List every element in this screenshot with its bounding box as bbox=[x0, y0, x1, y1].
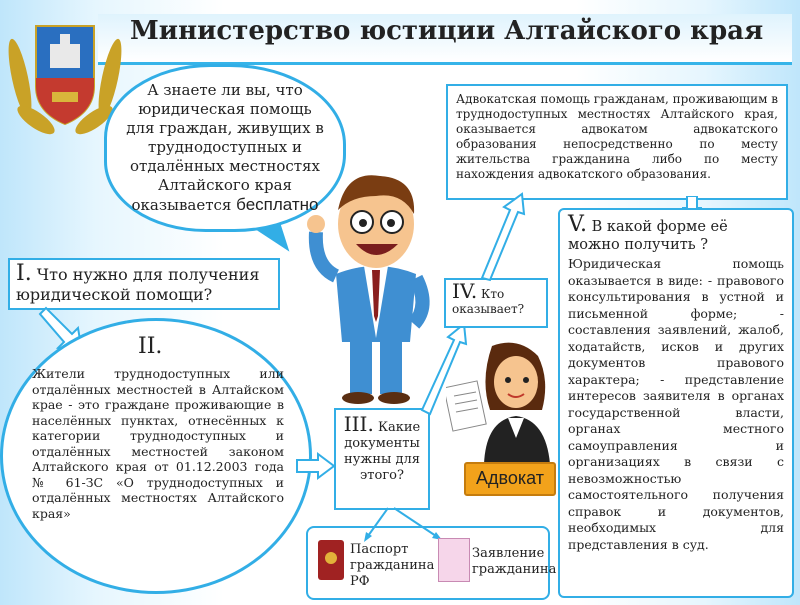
statement-label: Заявление гражданина bbox=[472, 546, 557, 577]
section-4-text: Кто оказывает? bbox=[452, 287, 525, 316]
bubble-line: юридическая помощь bbox=[138, 100, 312, 118]
section-5-text: Юридическая помощь оказывается в виде: - правового консультирования в устной и письменной форме; - составления заявлений, жалоб, ходатайств, исков и других документов правового характера; - представление интересов заявителя в органах государственной власти, органах местного самоуправления и организациях в связи с невозможностью самостоятельного получения справок и документов, необходимых для представления в суд. bbox=[568, 256, 784, 552]
cartoon-man-illustration bbox=[306, 166, 446, 406]
section-3-box bbox=[334, 408, 430, 510]
section-5-number: V. bbox=[568, 212, 588, 237]
bubble-line: Алтайского края bbox=[158, 176, 292, 194]
page-title: Министерство юстиции Алтайского края bbox=[130, 16, 764, 46]
free-word: бесплатно bbox=[236, 195, 319, 214]
section-5-box bbox=[558, 208, 794, 598]
right-arrow-icon bbox=[296, 452, 336, 480]
section-2-number: II. bbox=[138, 334, 163, 359]
bubble-line: отдалённых местностях bbox=[130, 157, 320, 175]
bubble-line: труднодоступных и bbox=[148, 138, 302, 156]
section-4-box bbox=[444, 278, 548, 328]
section-4-number: IV. bbox=[452, 279, 478, 303]
passport-label: Паспорт гражданина РФ bbox=[350, 542, 435, 589]
lawyer-help-info-box: Адвокатская помощь гражданам, проживающим в труднодоступных местностях Алтайского края, оказывается адвокатом адвокатского образования непосредственно по месту жительства гражданина либо по месту нахождения адвокатского образования. bbox=[446, 84, 788, 200]
up-arrow-icon bbox=[478, 192, 528, 282]
passport-icon bbox=[318, 540, 344, 580]
bubble-line: А знаете ли вы, что bbox=[147, 81, 303, 99]
female-lawyer-illustration bbox=[446, 340, 556, 464]
section-1-text: Что нужно для получения юридической помощи? bbox=[16, 265, 260, 304]
section-1-number: I. bbox=[16, 261, 32, 286]
bubble-line: для граждан, живущих в bbox=[126, 119, 324, 137]
section-3-text: Какие документы нужны для этого? bbox=[344, 420, 421, 483]
bubble-line: оказывается bbox=[131, 196, 232, 214]
section-2-text: Жители труднодоступных или отдалённых местностей в Алтайском крае - это граждане проживающие в населённых пунктах, отнесённых к категории труднодоступных и отдалённых местностей законом Алтайского края от 01.12.2003 года № 61-ЗС «О труднодоступных и отдалённых местностях Алтайского края» bbox=[32, 366, 284, 521]
section-1-box bbox=[8, 258, 280, 310]
lawyer-sign: Адвокат bbox=[464, 462, 556, 496]
statement-form-icon bbox=[438, 538, 470, 582]
section-5-heading: В какой форме её можно получить ? bbox=[568, 219, 728, 253]
branch-arrows-icon bbox=[360, 506, 450, 546]
section-3-number: III. bbox=[343, 412, 374, 436]
